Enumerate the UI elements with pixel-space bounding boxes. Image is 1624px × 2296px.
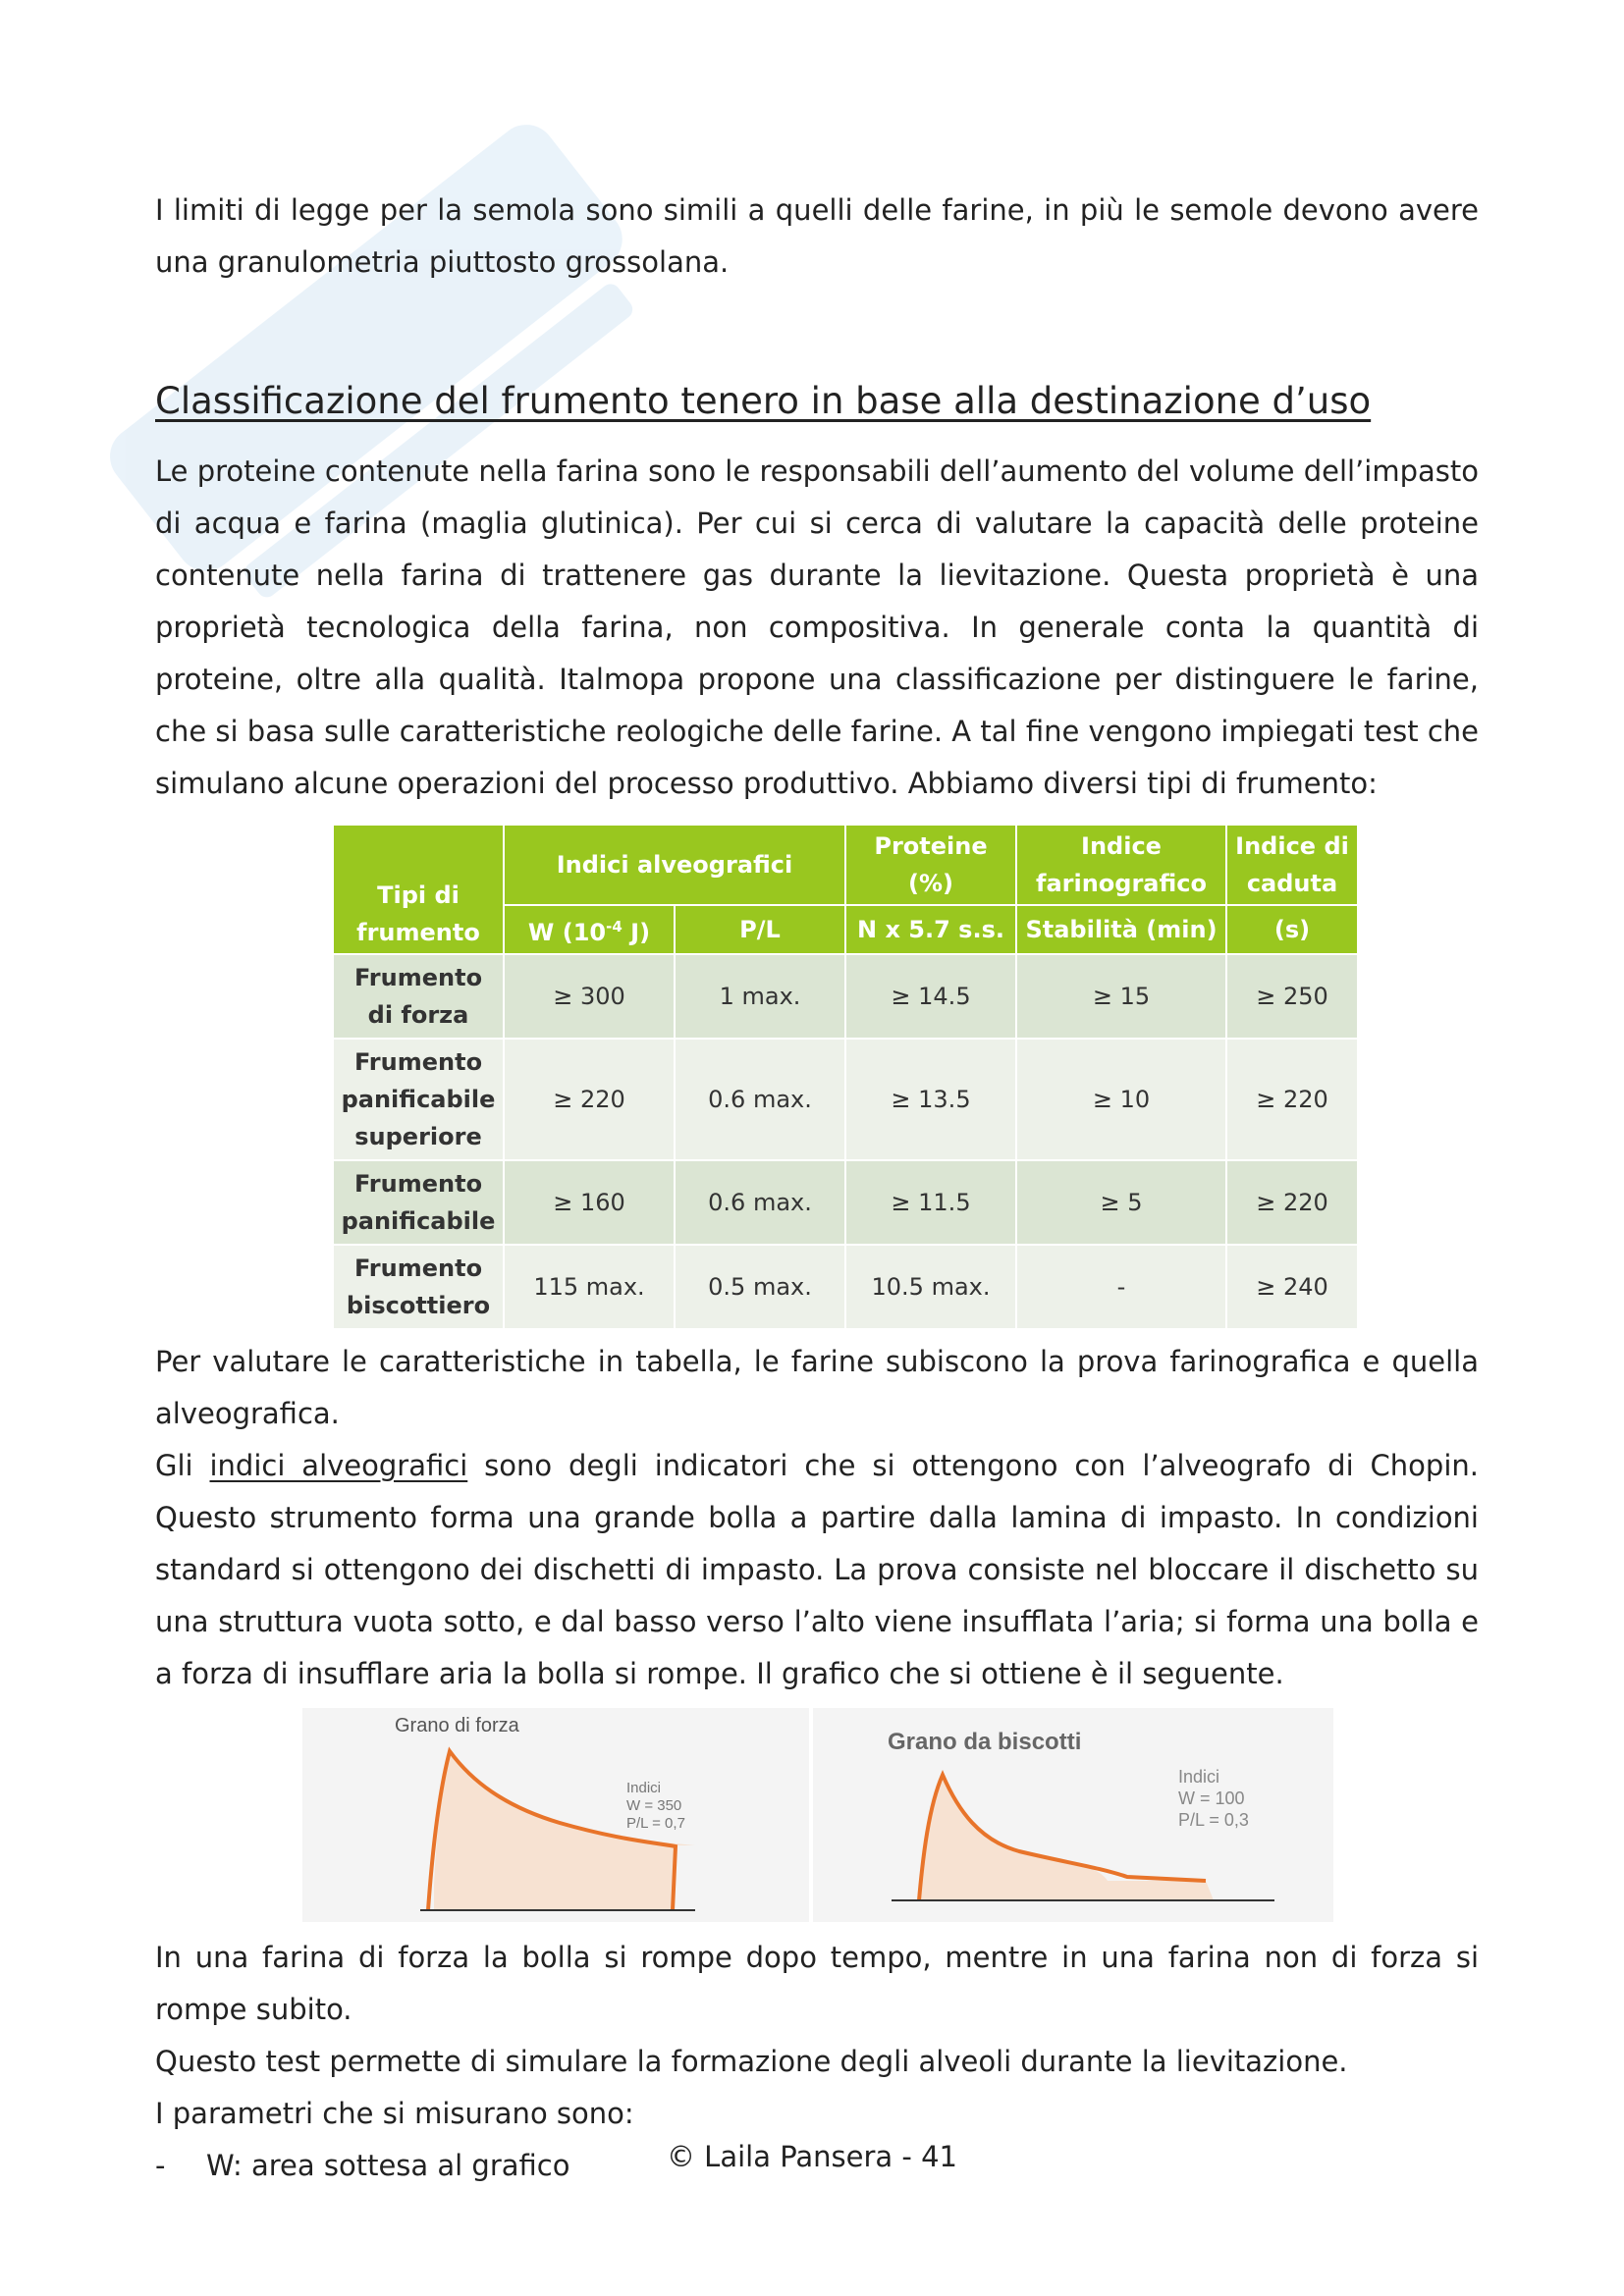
indici-label: Indici [1178,1767,1220,1787]
paragraph-farina-forza: In una farina di forza la bolla si rompe dopo tempo, mentre in una farina non di forza si rompe subito. [155,1941,1479,2026]
cell-stabilita: ≥ 15 [1016,954,1226,1039]
chart-title: Grano da biscotti [888,1729,1082,1755]
page-footer: © Laila Pansera - 41 [666,2140,958,2173]
cell-stabilita: - [1016,1245,1226,1329]
cell-proteine: ≥ 14.5 [845,954,1016,1039]
cell-caduta: ≥ 220 [1226,1039,1358,1160]
subheader-pl: P/L [675,905,845,954]
subheader-stabilita: Stabilità (min) [1016,905,1226,954]
cell-pl: 0.5 max. [675,1245,845,1329]
row-type: Frumento panificabile [333,1160,504,1245]
subheader-n: N x 5.7 s.s. [845,905,1016,954]
w-label: W = 350 [626,1797,682,1814]
table-row [333,1160,1358,1245]
row-type: Frumento di forza [333,954,504,1039]
pl-label: P/L = 0,7 [626,1815,685,1832]
row-type: Frumento biscottiero [333,1245,504,1329]
paragraph-parametri: I parametri che si misurano sono: [155,2097,634,2130]
indici-alveografici-link: indici alveografici [209,1449,468,1482]
alveogram-grano-di-forza [302,1708,809,1922]
cell-pl: 1 max. [675,954,845,1039]
chart-title: Grano di forza [395,1715,519,1736]
page-content [155,185,1479,2192]
pl-label: P/L = 0,3 [1178,1810,1249,1830]
cell-pl: 0.6 max. [675,1039,845,1160]
wheat-classification-table [332,824,1359,1330]
list-dash: - [155,2149,166,2182]
cell-caduta: ≥ 250 [1226,954,1358,1039]
table-row [333,1039,1358,1160]
cell-w: 115 max. [504,1245,675,1329]
row-type: Frumento panificabile superiore [333,1039,504,1160]
cell-proteine: ≥ 11.5 [845,1160,1016,1245]
cell-proteine: ≥ 13.5 [845,1039,1016,1160]
subheader-w: W ($10^{-4}$ J) [504,905,675,954]
cell-w: ≥ 220 [504,1039,675,1160]
header-proteine: Proteine (%) [845,825,1016,905]
cell-proteine: 10.5 max. [845,1245,1016,1329]
cell-w: ≥ 160 [504,1160,675,1245]
header-indice-caduta: Indice di caduta [1226,825,1358,905]
list-item-text: W: area sottesa al grafico [206,2149,570,2182]
cell-pl: 0.6 max. [675,1160,845,1245]
paragraph-proteins: Le proteine contenute nella farina sono le responsabili dell’aumento del volume dell’impasto di acqua e farina (maglia glutinica). Per cui si cerca di valutare la capacità delle proteine contenute nella farina di trattenere gas durante la lievitazione. Questa proprietà è una proprietà tecnologica della farina, non compositiva. In generale conta la quantità di proteine, oltre alla qualità. Italmopa propone una classificazione per distinguere le farine, che si basa sulle caratteristiche reologiche delle farine. A tal fine vengono impiegati test che simulano alcune operazioni del processo produttivo. Abbiamo diversi tipi di frumento: [155,454,1479,800]
cell-stabilita: ≥ 10 [1016,1039,1226,1160]
paragraph-prova: Per valutare le caratteristiche in tabella, le farine subiscono la prova farinografica e quella alveografica. [155,1345,1479,1430]
subheader-s: (s) [1226,905,1358,954]
alveogram-grano-da-biscotti [813,1708,1333,1922]
cell-caduta: ≥ 240 [1226,1245,1358,1329]
cell-caduta: ≥ 220 [1226,1160,1358,1245]
header-indici-alveografici: Indici alveografici [504,825,845,905]
section-heading: Classificazione del frumento tenero in base alla destinazione d’uso [155,380,1372,422]
header-tipi-frumento: Tipi di frumento [333,825,504,954]
paragraph-alveografo: Gli indici alveografici sono degli indicatori che si ottengono con l’alveografo di Chopin. Questo strumento forma una grande bolla a partire dalla lamina di impasto. In condizioni standard si ottengono dei dischetti di impasto. La prova consiste nel bloccare il dischetto su una struttura vuota sotto, e dal basso verso l’alto viene insufflata l’aria; si forma una bolla e a forza di insufflare aria la bolla si rompe. Il grafico che si ottiene è il seguente. [155,1449,1479,1690]
paragraph-simulazione: Questo test permette di simulare la formazione degli alveoli durante la lievitazione. [155,2045,1348,2078]
w-label: W = 100 [1178,1789,1245,1808]
header-indice-farinografico: Indice farinografico [1016,825,1226,905]
table-row [333,954,1358,1039]
cell-stabilita: ≥ 5 [1016,1160,1226,1245]
indici-label: Indici [626,1780,662,1796]
alveogram-charts [155,1708,1479,1922]
intro-paragraph: I limiti di legge per la semola sono simili a quelli delle farine, in più le semole devono avere una granulometria piuttosto grossolana. [155,193,1479,279]
cell-w: ≥ 300 [504,954,675,1039]
table-row [333,1245,1358,1329]
